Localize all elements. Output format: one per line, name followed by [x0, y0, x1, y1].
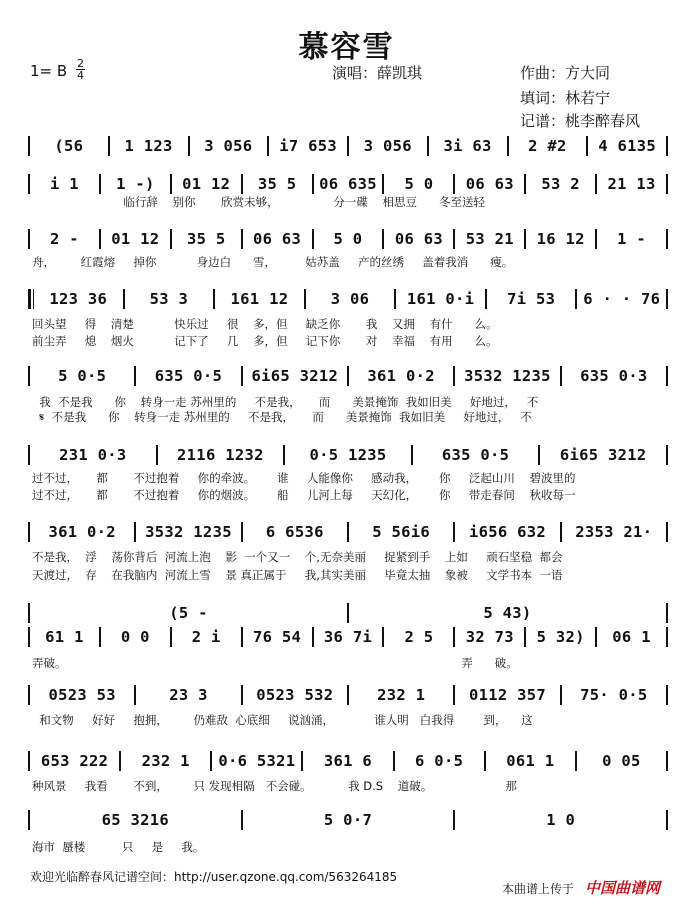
measure: 0 05: [602, 752, 641, 770]
footer-website[interactable]: 欢迎光临醉春风记谱空间：http://user.qzone.qq.com/563264185: [30, 870, 398, 884]
measure: 35 5: [257, 175, 297, 193]
measure: 7i 53: [507, 290, 556, 308]
measure: 123 36: [49, 290, 108, 308]
measure: 2 5: [404, 628, 434, 646]
lyric-line: 过不过， 都 不过抱着 你的牵波。 谁 人能像你 感动我， 你 泛起山川 碧波里的: [32, 471, 576, 485]
notation-line: [28, 601, 668, 625]
measure: 0112 357: [468, 686, 546, 704]
notation-line: [28, 520, 668, 544]
measure: 161 0·i: [406, 290, 475, 308]
measure: 6i65 3212: [559, 446, 647, 464]
lyric-line: 过不过， 都 不过抱着 你的烟波。 船 儿河上每 天幻化， 你 带走春间 秋收每一: [32, 488, 576, 502]
barline: [666, 136, 668, 156]
measure: 635 0·3: [580, 367, 648, 385]
measure: 53 21: [465, 230, 514, 248]
notation-line: [28, 625, 668, 649]
measure: 5 0: [333, 230, 363, 248]
measure: (5 -: [169, 604, 208, 622]
measure: 5 0·7: [323, 811, 373, 829]
measure: 635 0·5: [441, 446, 510, 464]
measure: i656 632: [468, 523, 546, 541]
measure: 2353 21·: [575, 523, 653, 541]
measure: 06 635: [319, 175, 377, 193]
key-signature: 1= B: [30, 62, 68, 80]
measure: 3 056: [363, 137, 412, 155]
notation-line: [28, 287, 668, 311]
measure: 36 7i: [323, 628, 373, 646]
measure: 3532 1235: [464, 367, 551, 385]
measure: 06 63: [253, 230, 302, 248]
measure: 0·6 5321: [218, 752, 296, 770]
measure: 06 1: [612, 628, 651, 646]
measure: 21 13: [607, 175, 656, 193]
footer-upload-note: 本曲谱上传于: [502, 882, 575, 896]
measure: 3 06: [330, 290, 370, 308]
lyric-line: 不是我， 浮 荡你背后 河流上泡 影 一个又一 个,无奈美丽 捉紧到手 上如 顽石坚稳 都会: [32, 550, 563, 564]
measure: 635 0·5: [154, 367, 223, 385]
meter-top: 2: [77, 57, 84, 70]
measure: 2 -: [49, 230, 79, 248]
measure: 53 3: [149, 290, 189, 308]
measure: 1 -): [116, 175, 155, 193]
measure: i 1: [49, 175, 79, 193]
lyric-line: 回头望 得 清楚 快乐过 很 多，但 缺乏你 我 又拥 有什 么。: [32, 317, 498, 331]
measure: 1 -: [617, 230, 647, 248]
lyric-line: 弄破。 弄 破。: [32, 656, 518, 670]
barline: [666, 289, 668, 309]
lyric-line: 海市 蜃楼 只 是 我。: [32, 840, 205, 854]
measure: 361 0·2: [367, 367, 435, 385]
lyric-line: 前尘弄 熄 烟火 记下了 几 多，但 记下你 对 幸福 有用 么。: [32, 334, 498, 348]
measure: 5 0: [404, 175, 434, 193]
barline: [666, 603, 668, 623]
barline: [666, 627, 668, 647]
lyric-line: 我 不是我 你 转身一走 苏州里的 不是我， 而 美景掩饰 我如旧美 好地过， 不: [32, 395, 539, 409]
measure: 0523 532: [256, 686, 334, 704]
barline: [666, 229, 668, 249]
notation-line: [28, 749, 668, 773]
measure: 653 222: [40, 752, 109, 770]
notation-line: [28, 683, 668, 707]
lyric-line: 临行辞 别你 欣赏未够， 分一碟 相思豆 冬至送轻: [32, 195, 485, 209]
measure: 6 6536: [265, 523, 324, 541]
measure: 3532 1235: [145, 523, 232, 541]
measure: 53 2: [541, 175, 580, 193]
measure: i7 653: [279, 137, 338, 155]
measure: 0·5 1235: [309, 446, 387, 464]
time-signature: [76, 58, 85, 81]
barline: [666, 751, 668, 771]
transcriber-credit: 记谱：桃李醉春风: [520, 112, 641, 130]
measure: 65 3216: [101, 811, 170, 829]
measure: 232 1: [141, 752, 190, 770]
measure: 75· 0·5: [580, 686, 648, 704]
measure: 35 5: [186, 230, 226, 248]
measure: 5 43): [483, 604, 532, 622]
lyric-line: 舟， 红霞熔 掉你 身边白 雪， 姑苏盖 产的丝绣 盖着我消 瘦。: [32, 255, 514, 269]
measure: 23 3: [169, 686, 208, 704]
composer-credit: 作曲：方大同: [520, 64, 611, 82]
lyric-line: 和文物 好好 抱拥， 仍难敌 心底细 说汹涌， 谁人明 白我得 到， 这: [32, 713, 533, 727]
lyric-line: 种风景 我看 不到， 只 发现相隔 不会碰。 我 D.S 道破。 那: [32, 779, 517, 793]
measure: 231 0·3: [59, 446, 127, 464]
measure: 16 12: [536, 230, 585, 248]
measure: 1 0: [546, 811, 576, 829]
measure: 32 73: [465, 628, 514, 646]
meter-bottom: 4: [77, 69, 84, 82]
site-logo: 中国曲谱网: [585, 879, 661, 897]
measure: 5 0·5: [58, 367, 107, 385]
barline: [666, 522, 668, 542]
singer-credit: 演唱：薛凯琪: [332, 64, 423, 82]
measure: 161 12: [230, 290, 289, 308]
measure: 0 0: [120, 628, 150, 646]
measure: 3 056: [204, 137, 253, 155]
measure: 3i 63: [443, 137, 492, 155]
notation-line: [28, 443, 668, 467]
measure: 2 #2: [528, 137, 567, 155]
measure: 061 1: [506, 752, 555, 770]
barline: [666, 174, 668, 194]
song-title: 慕容雪: [298, 30, 395, 65]
measure: 6 · · 76: [583, 290, 661, 308]
measure: (56: [54, 137, 84, 155]
measure: 5 32): [536, 628, 585, 646]
notation-line: [28, 134, 668, 158]
measure: 361 6: [323, 752, 373, 770]
notation-line: [28, 808, 668, 832]
measure: 6 0·5: [415, 752, 464, 770]
measure: 0523 53: [48, 686, 116, 704]
measure: 2116 1232: [177, 446, 264, 464]
notation-line: [28, 227, 668, 251]
notation-line: [28, 172, 668, 196]
measure: 01 12: [111, 230, 160, 248]
barline: [666, 685, 668, 705]
measure: 361 0·2: [48, 523, 116, 541]
measure: 1 123: [124, 137, 173, 155]
measure: 61 1: [45, 628, 84, 646]
measure: 232 1: [377, 686, 426, 704]
lyricist-credit: 填词：林若宁: [520, 89, 611, 107]
measure: 6i65 3212: [251, 367, 339, 385]
measure: 4 6135: [598, 137, 657, 155]
notation-line: [28, 364, 668, 388]
barline: [666, 810, 668, 830]
lyric-line: 天渡过， 存 在我脑内 河流上雪 景 真正属于 我,其实美丽 毕竟太抽 象被 文学书本 一语: [32, 568, 563, 582]
measure: 2 i: [191, 628, 221, 646]
barline: [666, 366, 668, 386]
measure: 06 63: [394, 230, 443, 248]
measure: 01 12: [182, 175, 231, 193]
measure: 06 63: [465, 175, 514, 193]
barline: [666, 445, 668, 465]
measure: 5 56i6: [372, 523, 431, 541]
measure: 76 54: [253, 628, 302, 646]
lyric-line: 𝄋 不是我 你 转身一走 苏州里的 不是我， 而 美景掩饰 我如旧美 好地过， 不: [32, 410, 532, 424]
